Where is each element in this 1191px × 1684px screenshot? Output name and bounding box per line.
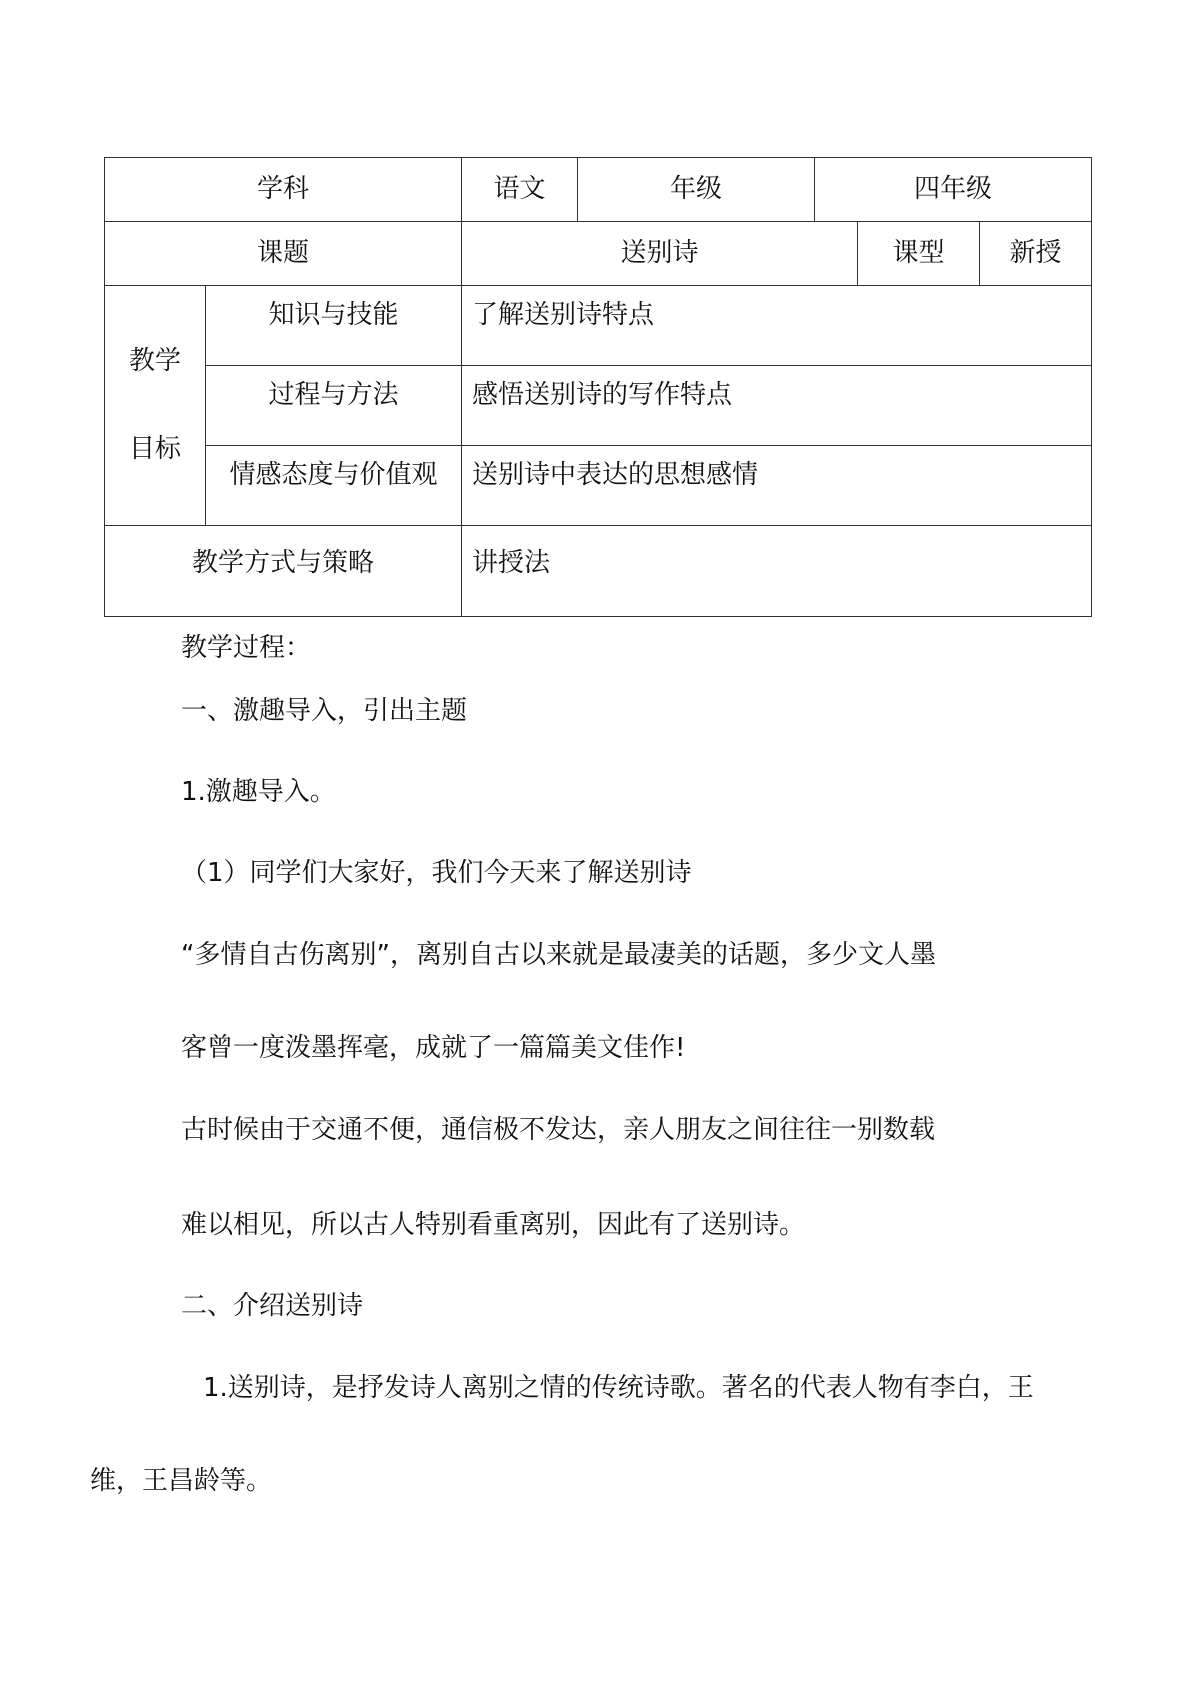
goal-knowledge-label: 知识与技能 (206, 286, 462, 366)
process-title: 教学过程： (181, 633, 312, 663)
paragraph-2-line-1: 古时候由于交通不便，通信极不发达，亲人朋友之间往往一别数载 (181, 1115, 936, 1145)
goal-row-attitude (105, 446, 1092, 526)
sub-item-1: （1）同学们大家好，我们今天来了解送别诗 (181, 858, 692, 888)
method-row (105, 526, 1092, 617)
lesson-plan-table (104, 157, 1092, 617)
grade-value: 四年级 (815, 158, 1092, 222)
paragraph-3-line-1: 1.送别诗，是抒发诗人离别之情的传统诗歌。著名的代表人物有李白，王 (203, 1373, 1034, 1403)
goals-label-line1: 教学 (128, 346, 181, 377)
goal-attitude-label: 情感态度与价值观 (206, 446, 462, 526)
goal-process-value: 感悟送别诗的写作特点 (462, 366, 1092, 446)
goal-row-process (105, 366, 1092, 446)
goals-label-line2: 目标 (128, 433, 181, 464)
subject-row (105, 158, 1092, 222)
paragraph-3-line-2: 维，王昌龄等。 (90, 1466, 273, 1496)
paragraph-2-line-2: 难以相见，所以古人特别看重离别，因此有了送别诗。 (181, 1210, 806, 1240)
item-1: 1.激趣导入。 (181, 777, 336, 807)
grade-label: 年级 (578, 158, 815, 222)
lesson-type-value: 新授 (980, 222, 1092, 286)
topic-row (105, 222, 1092, 286)
goal-process-label: 过程与方法 (206, 366, 462, 446)
topic-value: 送别诗 (462, 222, 858, 286)
goal-knowledge-value: 了解送别诗特点 (462, 286, 1092, 366)
goal-attitude-value: 送别诗中表达的思想感情 (462, 446, 1092, 526)
goals-label (105, 286, 206, 526)
paragraph-1-line-1: “多情自古伤离别”，离别自古以来就是最凄美的话题，多少文人墨 (181, 940, 936, 970)
method-value: 讲授法 (462, 526, 1092, 617)
lesson-type-label: 课型 (858, 222, 980, 286)
topic-label: 课题 (105, 222, 462, 286)
goal-row-knowledge (105, 286, 1092, 366)
method-label: 教学方式与策略 (105, 526, 462, 617)
subject-label: 学科 (105, 158, 462, 222)
section-2-title: 二、介绍送别诗 (181, 1291, 364, 1321)
paragraph-1-line-2: 客曾一度泼墨挥毫，成就了一篇篇美文佳作! (181, 1033, 686, 1063)
section-1-title: 一、激趣导入，引出主题 (181, 696, 468, 726)
subject-value: 语文 (462, 158, 578, 222)
